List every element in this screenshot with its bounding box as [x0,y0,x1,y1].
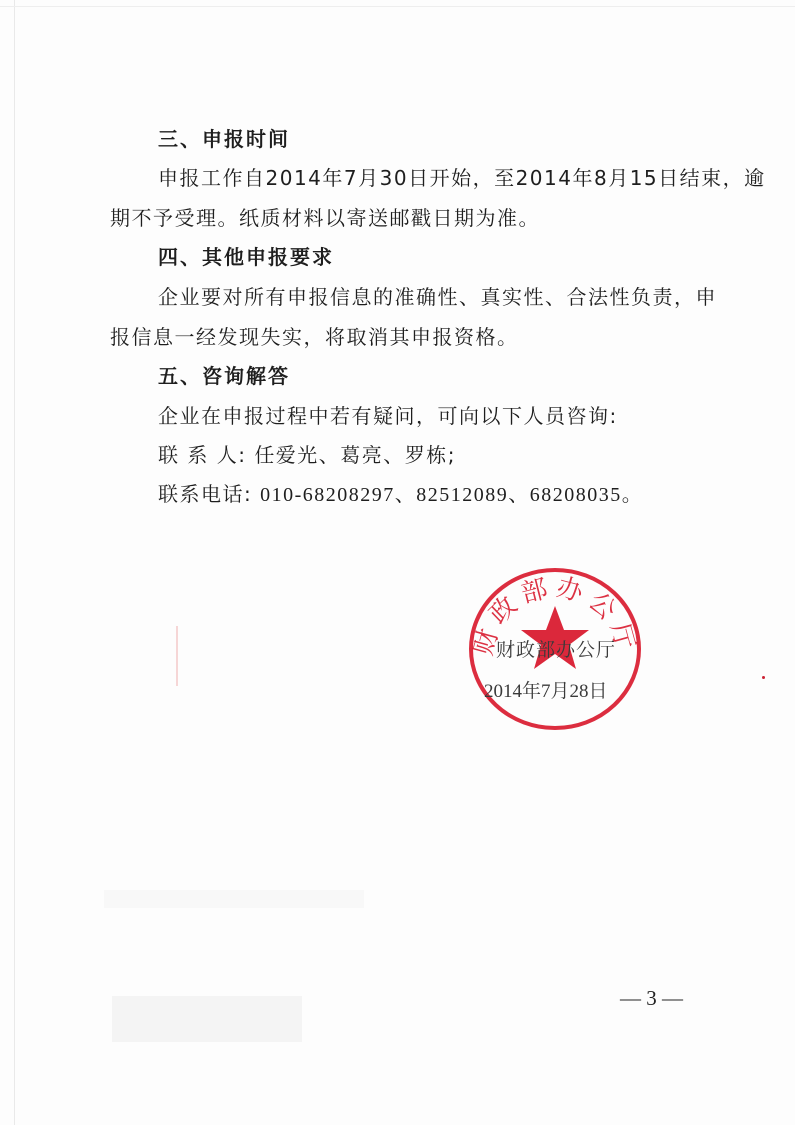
section-4-line-1: 企业要对所有申报信息的准确性、真实性、合法性负责，申 [158,285,717,309]
signature-org: 财政部办公厅 [496,640,617,661]
contacts-label: 联 系 人: [158,443,247,467]
phone-label: 联系电话: [158,482,253,506]
ink-dot [762,676,765,679]
paper-smudge [104,890,364,908]
contacts-line [158,443,456,467]
page-number: — 3 — [620,986,683,1010]
contacts-names: 任爱光、葛亮、罗栋; [254,443,457,467]
section-5-heading: 五、咨询解答 [158,364,290,388]
section-5-line-1: 企业在申报过程中若有疑问，可向以下人员咨询: [158,404,618,428]
section-4-line-2: 报信息一经发现失实，将取消其申报资格。 [110,325,519,349]
page-edge [14,0,15,1125]
section-4-heading: 四、其他申报要求 [158,245,334,269]
section-3-line-1: 申报工作自2014年7月30日开始，至2014年8月15日结束，逾 [158,166,766,190]
page-edge-top [0,6,795,7]
faint-mark [176,626,178,686]
phone-numbers: 010-68208297、82512089、68208035。 [260,484,644,506]
seal-text: 财政部办公厅 [468,572,642,659]
signature-date: 2014年7月28日 [484,681,608,702]
paper-smudge [112,996,302,1042]
section-3-line-2: 期不予受理。纸质材料以寄送邮戳日期为准。 [110,206,540,230]
phone-line [158,482,643,507]
section-3-heading: 三、申报时间 [158,127,290,151]
